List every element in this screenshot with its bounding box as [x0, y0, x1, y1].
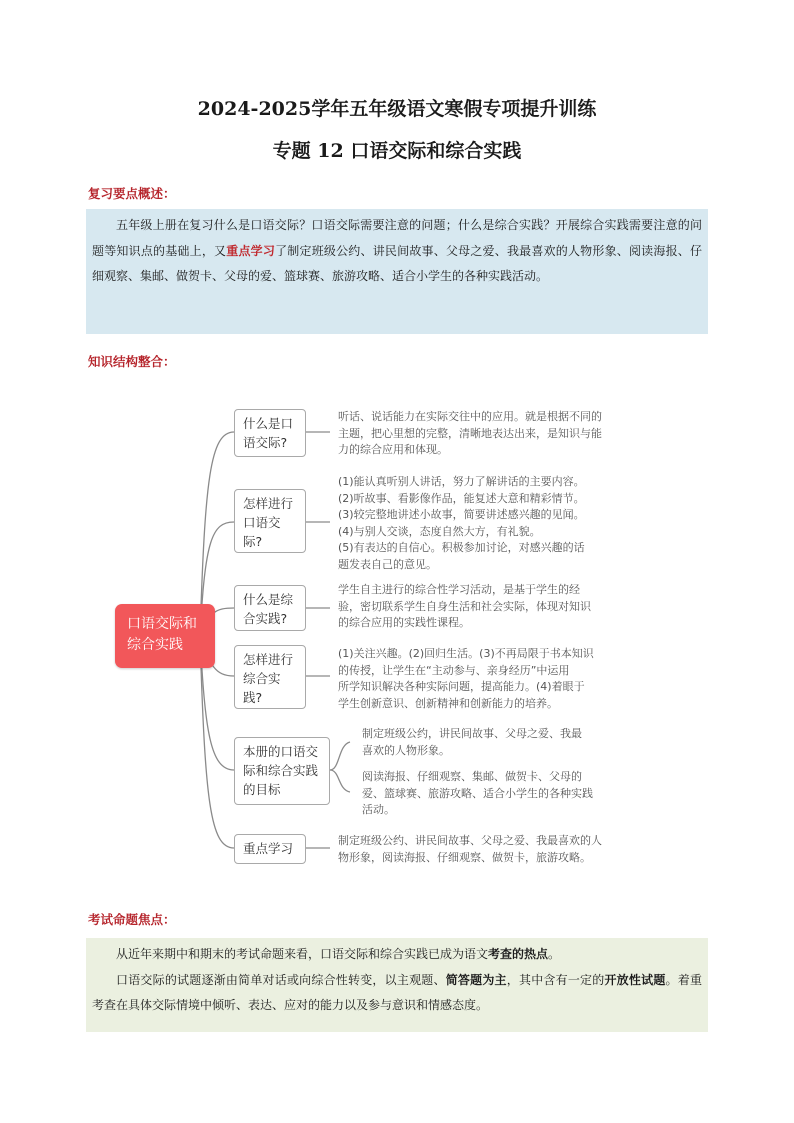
exam-focus-box: [86, 938, 708, 1032]
review-text-part1: 五年级上册在复习什么是口语交际？口语交际需要注意的问题；什么是综合实践？开展综合实践需要注意的问题等知识点的基础上，又: [92, 218, 702, 258]
branch-detail-oral-methods: (1)能认真听别人讲话，努力了解讲话的主要内容。 (2)听故事、看影像作品，能复述大意和精彩情节。 (3)较完整地讲述小故事，简要讲述感兴趣的见闻。 (4)与别人交谈，态度自然大方，有礼貌。 (5)有表达的自信心。积极参加讨论，对感兴趣的话 题发表自己的意见。: [338, 475, 585, 571]
exam-p2-text-b: ，其中含有一定的: [506, 972, 605, 987]
branch-detail-practice-methods: (1)关注兴趣。(2)回归生活。(3)不再局限于书本知识 的传授，让学生在“主动参与、亲身经历”中运用 所学知识解决各种实际问题，提高能力。(4)着眼于 学生创新意识、创新精神和创新能力的培养。: [338, 647, 594, 710]
exam-p2-strong-1: 简答题为主: [445, 972, 507, 987]
review-heading: 复习要点概述：: [88, 186, 176, 201]
branch-how-practice: 怎样进行综合实践?: [234, 645, 306, 709]
branch-detail-practice-definition: 学生自主进行的综合性学习活动，是基于学生的经 验，密切联系学生自身生活和社会实际，体现对知识 的综合应用的实践性课程。: [338, 583, 591, 629]
page-subtitle: 专题 12 口语交际和综合实践: [272, 140, 522, 162]
branch-detail-goals-practice: 阅读海报、仔细观察、集邮、做贺卡、父母的 爱、篮球赛、旅游攻略、适合小学生的各种实践 活动。: [362, 770, 593, 816]
branch-what-is-oral-communication: 什么是口语交际?: [234, 409, 306, 457]
branch-what-is-practice: 什么是综合实践?: [234, 585, 306, 631]
review-text-part2: 了制定班级公约、讲民间故事、父母之爱、我最喜欢的人物形象、阅读海报、仔细观察、集邮、做贺卡、父母的爱、篮球赛、旅游攻略、适合小学生的各种实践活动。: [92, 243, 702, 283]
exam-p1-strong: 考查的热点: [488, 947, 549, 961]
mind-map-root: 口语交际和综合实践: [115, 604, 215, 668]
exam-p1-end: 。: [548, 947, 561, 961]
branch-detail-key-learning: 制定班级公约、讲民间故事、父母之爱、我最喜欢的人 物形象，阅读海报、仔细观察、做贺卡，旅游攻略。: [338, 834, 602, 864]
exam-heading: 考试命题焦点：: [88, 912, 176, 927]
structure-heading: 知识结构整合：: [88, 354, 176, 369]
exam-p2-strong-2: 开放性试题: [604, 972, 666, 987]
branch-book-goals: 本册的口语交际和综合实践的目标: [234, 737, 330, 805]
branch-key-learning: 重点学习: [234, 834, 306, 864]
page-title: 2024-2025学年五年级语文寒假专项提升训练: [197, 98, 597, 120]
review-highlight: 重点学习: [226, 243, 276, 258]
branch-how-oral-communication: 怎样进行口语交际?: [234, 489, 306, 553]
exam-p2-text-a: 口语交际的试题逐渐由简单对话或向综合性转变，以主观题、: [116, 972, 446, 987]
branch-detail-goals-oral: 制定班级公约，讲民间故事、父母之爱、我最 喜欢的人物形象。: [362, 727, 582, 757]
exam-paragraph-1: [92, 942, 702, 968]
exam-p1-text: 从近年来期中和期末的考试命题来看，口语交际和综合实践已成为语文: [116, 947, 489, 961]
exam-paragraph-2: [92, 968, 702, 1019]
exam-p2-text-c: 。着重考查在具体交际情境中倾听、表达、应对的能力以及参与意识和情感态度。: [92, 972, 702, 1012]
branch-detail-oral-definition: 听话、说话能力在实际交往中的应用。就是根据不同的 主题，把心里想的完整，清晰地表达出来，是知识与能 力的综合应用和体现。: [338, 410, 602, 456]
